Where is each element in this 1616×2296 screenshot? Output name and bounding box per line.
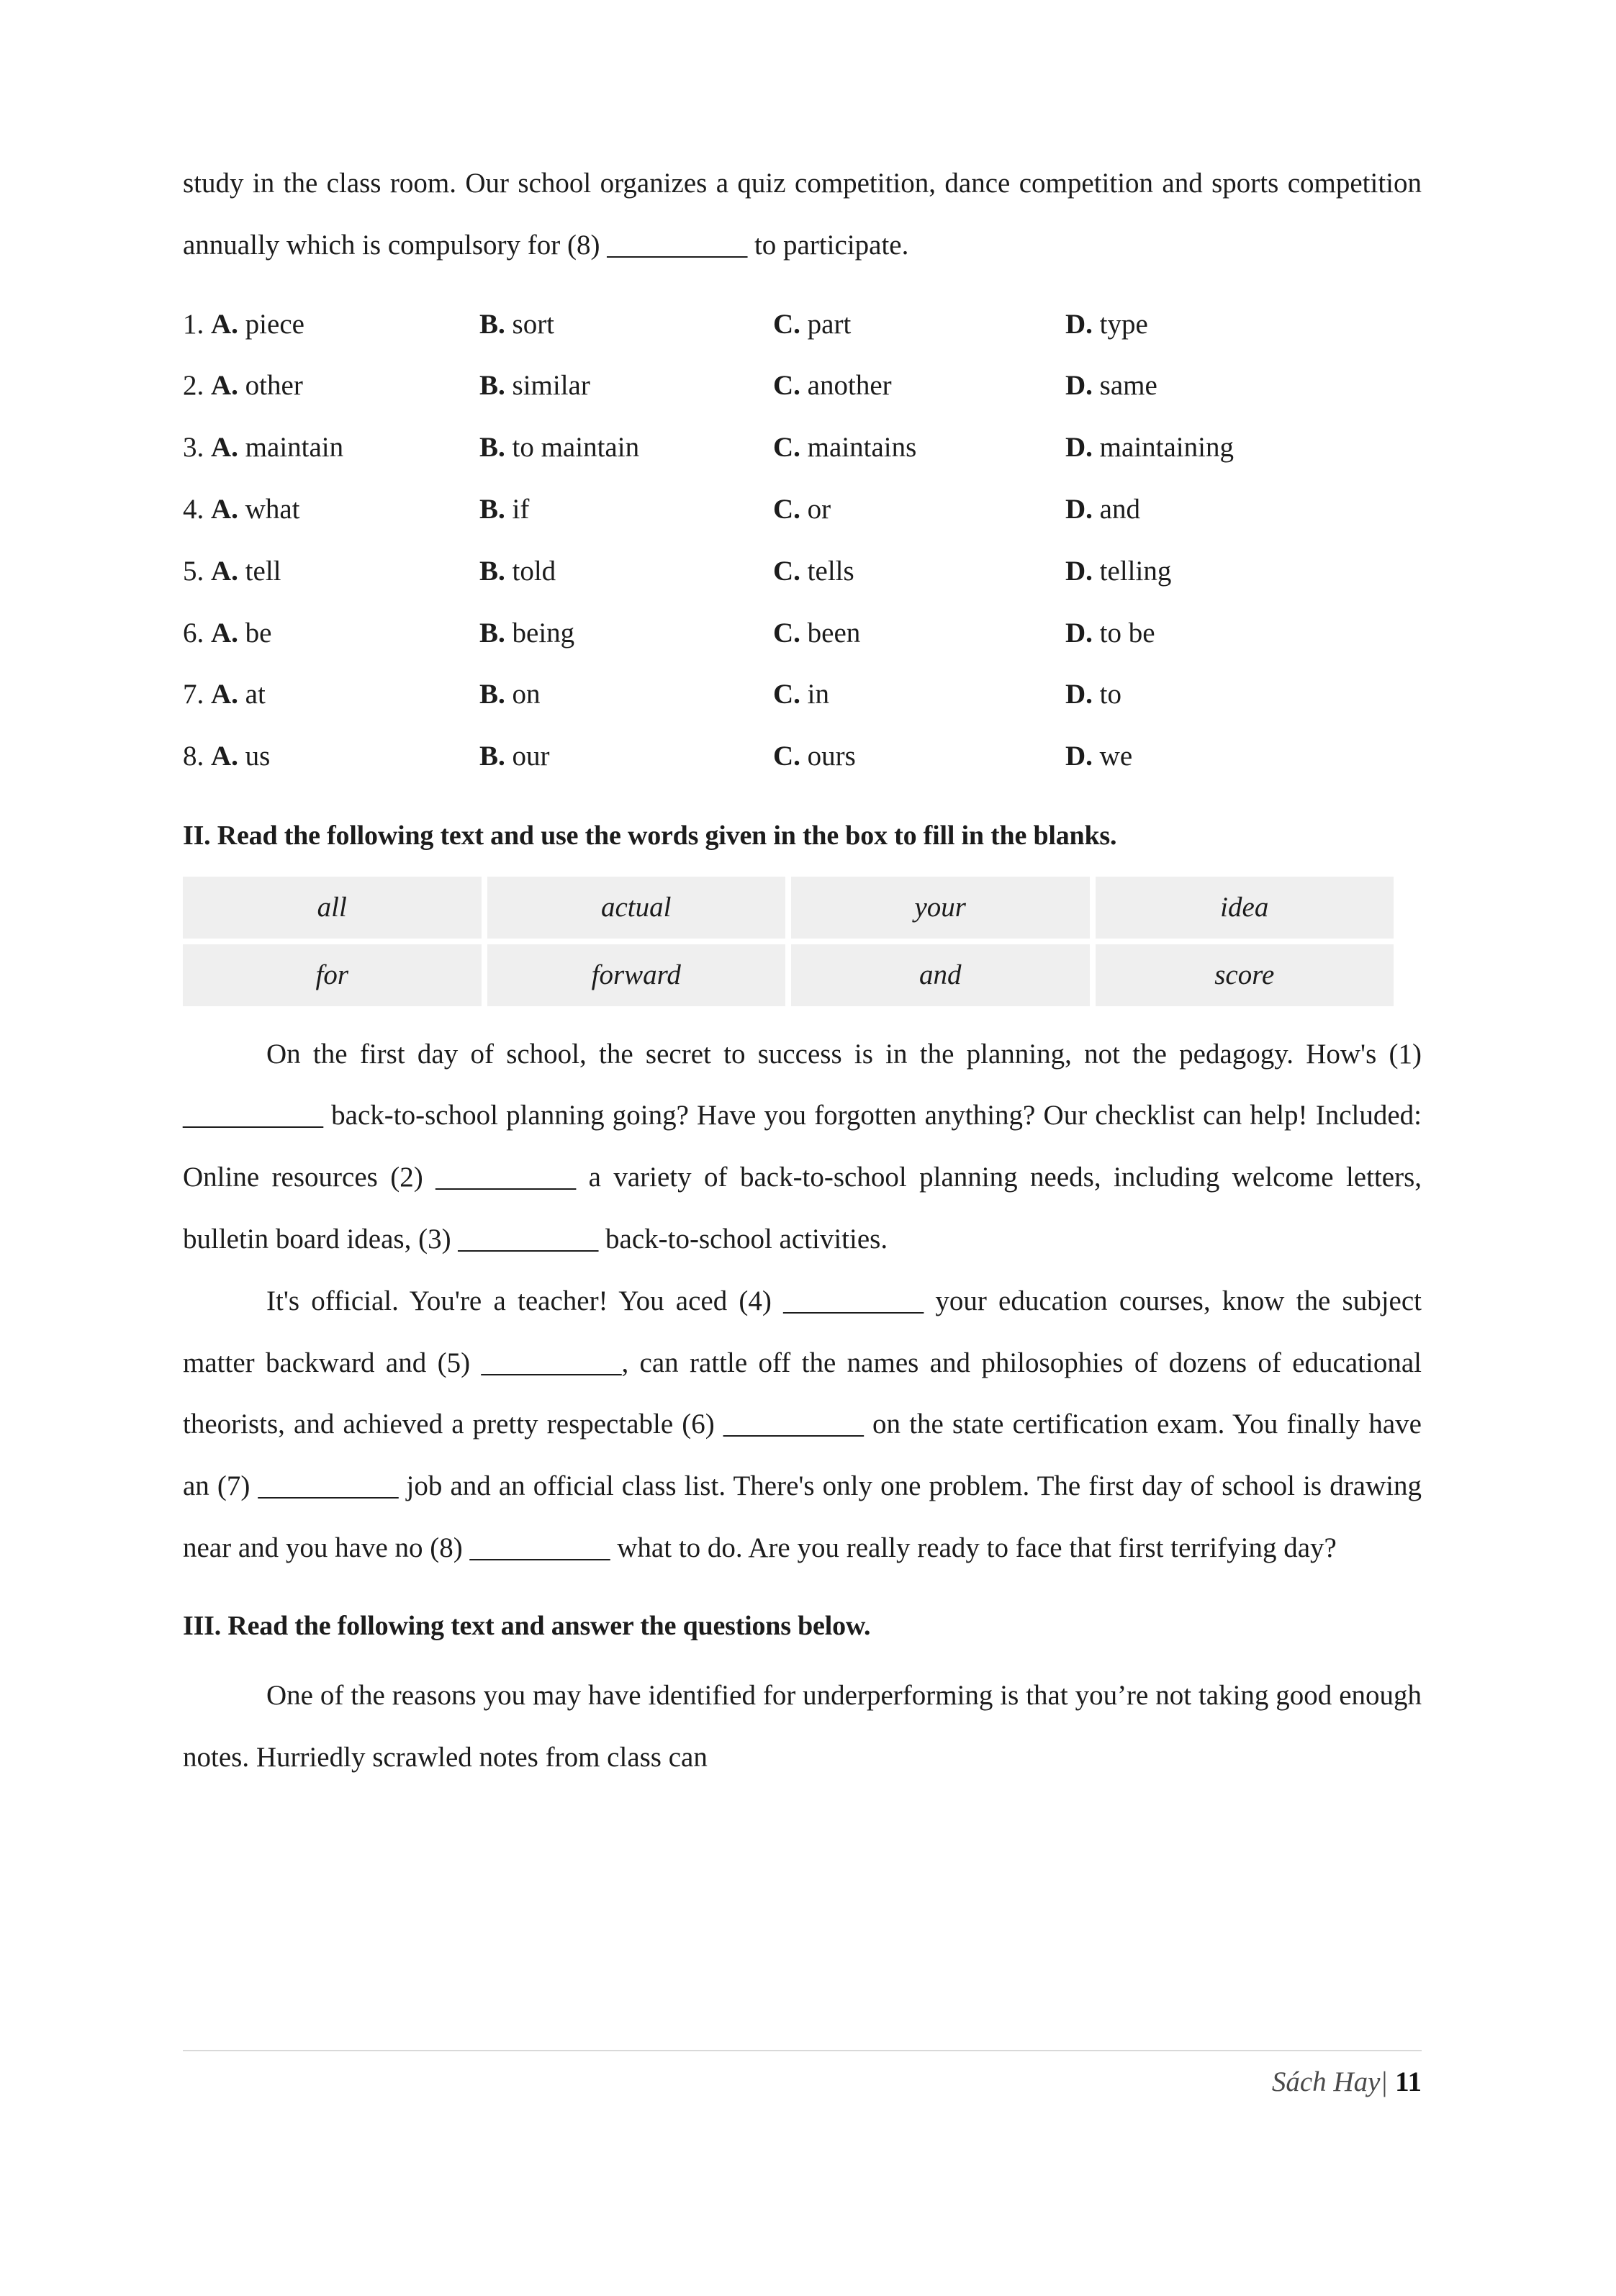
section-3-heading: III. Read the following text and answer the questions below. bbox=[183, 1610, 871, 1641]
mcq-number: 4. bbox=[183, 493, 211, 525]
mcq-option-letter: C. bbox=[773, 432, 800, 464]
mcq-number: 7. bbox=[183, 679, 211, 710]
mcq-option-letter: A. bbox=[211, 617, 238, 648]
mcq-option-letter: D. bbox=[1065, 432, 1093, 464]
mcq-option-letter: A. bbox=[211, 741, 238, 772]
mcq-row bbox=[183, 541, 1422, 602]
word-box-cell: and bbox=[791, 944, 1090, 1006]
mcq-row bbox=[183, 726, 1422, 787]
mcq-option: 7. A. at bbox=[183, 679, 266, 710]
mcq-row bbox=[183, 664, 1422, 726]
mcq-option-letter: D. bbox=[1065, 370, 1093, 402]
mcq-option: D. to be bbox=[1065, 617, 1155, 648]
mcq-option-letter: B. bbox=[479, 370, 505, 402]
footer-separator: | bbox=[1380, 2066, 1389, 2097]
mcq-option-letter: A. bbox=[211, 370, 238, 402]
mcq-option-letter: C. bbox=[773, 370, 800, 402]
word-box-cell: for bbox=[183, 944, 482, 1006]
mcq-option: D. we bbox=[1065, 741, 1133, 772]
mcq-number: 8. bbox=[183, 741, 211, 772]
mcq-option: C. part bbox=[773, 308, 852, 340]
mcq-row bbox=[183, 602, 1422, 664]
mcq-option-letter: B. bbox=[479, 432, 505, 464]
mcq-option-letter: C. bbox=[773, 308, 800, 340]
mcq-option: C. tells bbox=[773, 555, 854, 587]
mcq-option-letter: D. bbox=[1065, 493, 1093, 525]
section-3-paragraph: One of the reasons you may have identified for underperforming is that you’re not taking good enough notes. Hurriedly scrawled notes from class can bbox=[183, 1680, 1422, 1773]
intro-paragraph: study in the class room. Our school organizes a quiz competition, dance competition and sports competition annually which is compulsory for (8) __________ to participate. bbox=[183, 168, 1422, 261]
mcq-option: C. maintains bbox=[773, 432, 917, 464]
mcq-option-letter: B. bbox=[479, 617, 505, 648]
section-2-paragraph-2: It's official. You're a teacher! You aced (4) __________ your education courses, know the subject matter backward and (5) __________, can rattle off the names and philosophies of dozens of educational theorists, and achieved a pretty respectable (6) __________ on the state certification exam. You finally have an (7) __________ job and an official class list. There's only one problem. The first day of school is drawing near and you have no (8) __________ what to do. Are you really ready to face that first terrifying day? bbox=[183, 1285, 1422, 1563]
mcq-option-letter: A. bbox=[211, 308, 238, 340]
mcq-option-letter: A. bbox=[211, 679, 238, 710]
mcq-option: D. and bbox=[1065, 493, 1140, 525]
mcq-option-letter: D. bbox=[1065, 617, 1093, 648]
mcq-option-letter: B. bbox=[479, 679, 505, 710]
mcq-option-letter: D. bbox=[1065, 679, 1093, 710]
mcq-option: B. similar bbox=[479, 370, 590, 402]
mcq-option-letter: B. bbox=[479, 493, 505, 525]
word-box-cell: actual bbox=[487, 877, 786, 939]
word-box-cell: your bbox=[791, 877, 1090, 939]
mcq-option: 5. A. tell bbox=[183, 555, 281, 587]
mcq-option: C. or bbox=[773, 493, 831, 525]
mcq-option: 1. A. piece bbox=[183, 308, 304, 340]
mcq-option: B. to maintain bbox=[479, 432, 640, 464]
word-box-cell: idea bbox=[1096, 877, 1394, 939]
mcq-option: 2. A. other bbox=[183, 370, 303, 402]
word-box bbox=[183, 877, 1394, 1006]
mcq-option: 4. A. what bbox=[183, 493, 300, 525]
mcq-option: C. in bbox=[773, 679, 830, 710]
mcq-option-letter: C. bbox=[773, 741, 800, 772]
mcq-option: B. if bbox=[479, 493, 530, 525]
section-2-heading: II. Read the following text and use the words given in the box to fill in the blanks. bbox=[183, 820, 1117, 851]
mcq-option-letter: A. bbox=[211, 432, 238, 464]
mcq-option-letter: A. bbox=[211, 493, 238, 525]
word-box-cell: all bbox=[183, 877, 482, 939]
mcq-option-letter: A. bbox=[211, 555, 238, 587]
mcq-row bbox=[183, 479, 1422, 541]
mcq-option: B. on bbox=[479, 679, 541, 710]
footer-page-number: 11 bbox=[1395, 2066, 1422, 2097]
mcq-option-letter: C. bbox=[773, 617, 800, 648]
mcq-option-letter: C. bbox=[773, 493, 800, 525]
word-box-cell: score bbox=[1096, 944, 1394, 1006]
mcq-option: C. been bbox=[773, 617, 861, 648]
mcq-option: C. another bbox=[773, 370, 892, 402]
footer-text bbox=[183, 2063, 1422, 2102]
mcq-row bbox=[183, 417, 1422, 479]
mcq-option: 8. A. us bbox=[183, 741, 271, 772]
mcq-option: D. to bbox=[1065, 679, 1122, 710]
mcq-option-letter: B. bbox=[479, 308, 505, 340]
word-box-cell: forward bbox=[487, 944, 786, 1006]
mcq-number: 3. bbox=[183, 432, 211, 464]
mcq-option-letter: D. bbox=[1065, 555, 1093, 587]
mcq-option-letter: C. bbox=[773, 555, 800, 587]
mcq-number: 2. bbox=[183, 370, 211, 402]
mcq-option: B. told bbox=[479, 555, 556, 587]
mcq-option-letter: B. bbox=[479, 555, 505, 587]
footer-brand: Sách Hay bbox=[1271, 2066, 1381, 2097]
mcq-number: 6. bbox=[183, 617, 211, 648]
mcq-option-letter: B. bbox=[479, 741, 505, 772]
mcq-option: D. maintaining bbox=[1065, 432, 1234, 464]
mcq-option: C. ours bbox=[773, 741, 856, 772]
mcq-option-letter: D. bbox=[1065, 741, 1093, 772]
mcq-number: 5. bbox=[183, 555, 211, 587]
section-2-paragraph-1: On the first day of school, the secret to success is in the planning, not the pedagogy. How's (1) __________ back-to-school planning going? Have you forgotten anything? Our checklist can help! Included: Online resources (2) __________ a variety of back-to-school planning needs, including welcome letters, bulletin board ideas, (3) __________ back-to-school activities. bbox=[183, 1038, 1422, 1255]
mcq-option-letter: C. bbox=[773, 679, 800, 710]
mcq-option: B. being bbox=[479, 617, 575, 648]
mcq-option-letter: D. bbox=[1065, 308, 1093, 340]
mcq-row bbox=[183, 355, 1422, 417]
mcq-list bbox=[183, 294, 1422, 787]
mcq-option: D. telling bbox=[1065, 555, 1172, 587]
page-footer bbox=[183, 2050, 1422, 2102]
mcq-number: 1. bbox=[183, 308, 211, 340]
mcq-option: D. type bbox=[1065, 308, 1148, 340]
mcq-option: 6. A. be bbox=[183, 617, 272, 648]
mcq-option: B. our bbox=[479, 741, 550, 772]
mcq-row bbox=[183, 294, 1422, 356]
mcq-option: D. same bbox=[1065, 370, 1157, 402]
footer-divider bbox=[183, 2050, 1422, 2051]
mcq-option: 3. A. maintain bbox=[183, 432, 344, 464]
mcq-option: B. sort bbox=[479, 308, 555, 340]
